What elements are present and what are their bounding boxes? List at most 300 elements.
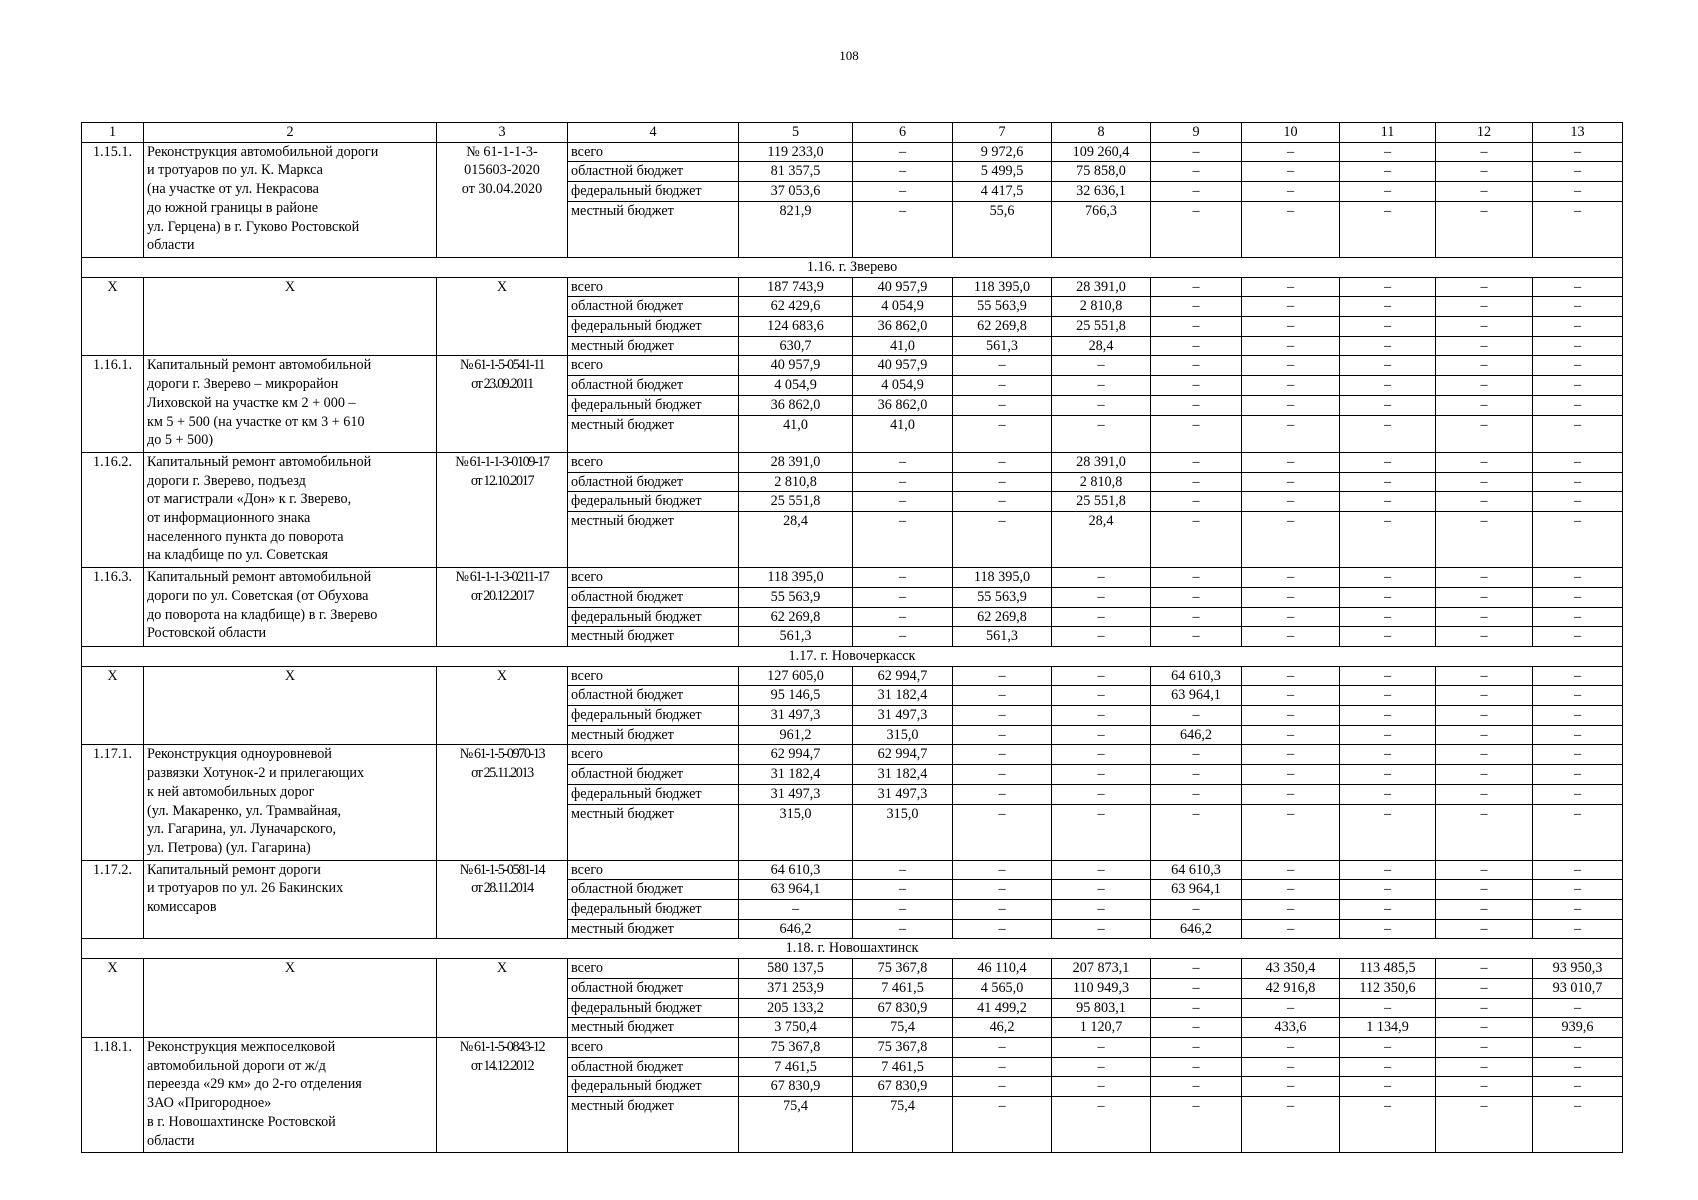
amount-cell: – [1242, 686, 1340, 706]
amount-cell: – [1436, 587, 1533, 607]
amount-cell: 646,2 [1151, 725, 1242, 745]
project-name: Капитальный ремонт автомобильной дороги по ул. Советская (от Обухова до поворота на кладбище) в г. Зверево Ростовской области [144, 568, 437, 647]
amount-cell: 32 636,1 [1052, 182, 1151, 202]
amount-cell: – [1436, 1057, 1533, 1077]
funding-source: областной бюджет [568, 880, 739, 900]
funding-source: всего [568, 860, 739, 880]
amount-cell: – [1436, 277, 1533, 297]
amount-cell: – [853, 492, 953, 512]
funding-source: областной бюджет [568, 297, 739, 317]
document-number: Х [437, 277, 568, 356]
amount-cell: 28 391,0 [739, 452, 853, 472]
funding-source: всего [568, 745, 739, 765]
amount-cell: 7 461,5 [853, 1057, 953, 1077]
amount-cell: – [1242, 142, 1340, 162]
amount-cell: – [1340, 492, 1436, 512]
amount-cell: 31 497,3 [739, 706, 853, 726]
amount-cell: – [1151, 959, 1242, 979]
amount-cell: – [1533, 666, 1623, 686]
amount-cell: 31 497,3 [853, 706, 953, 726]
funding-source: всего [568, 277, 739, 297]
amount-cell: – [1340, 804, 1436, 860]
funding-source: федеральный бюджет [568, 1077, 739, 1097]
table-header-row [82, 123, 1623, 143]
amount-cell: – [953, 472, 1052, 492]
amount-cell: 63 964,1 [1151, 880, 1242, 900]
amount-cell: 40 957,9 [853, 277, 953, 297]
funding-source: областной бюджет [568, 587, 739, 607]
amount-cell: – [853, 162, 953, 182]
amount-cell: 109 260,4 [1052, 142, 1151, 162]
amount-cell: 315,0 [853, 725, 953, 745]
document-number: № 61-1-1-3-0211-17 от 20.12.2017 [437, 568, 568, 647]
amount-cell: 62 429,6 [739, 297, 853, 317]
amount-cell: 939,6 [1533, 1018, 1623, 1038]
amount-cell: – [1052, 1037, 1151, 1057]
amount-cell: – [953, 1057, 1052, 1077]
funding-source: областной бюджет [568, 376, 739, 396]
amount-cell: – [953, 1077, 1052, 1097]
funding-source: областной бюджет [568, 978, 739, 998]
amount-cell: 55 563,9 [739, 587, 853, 607]
amount-cell: – [1436, 201, 1533, 257]
amount-cell: 31 182,4 [853, 765, 953, 785]
amount-cell: 75,4 [853, 1097, 953, 1153]
column-number: 3 [437, 123, 568, 143]
amount-cell: 42 916,8 [1242, 978, 1340, 998]
item-index: 1.16.1. [82, 356, 144, 453]
amount-cell: – [1052, 745, 1151, 765]
amount-cell: – [1340, 182, 1436, 202]
budget-table [81, 122, 1623, 1153]
item-index: Х [82, 277, 144, 356]
amount-cell: – [853, 587, 953, 607]
funding-source: местный бюджет [568, 336, 739, 356]
amount-cell: – [953, 415, 1052, 452]
table-row [82, 745, 1623, 765]
amount-cell: – [1533, 336, 1623, 356]
amount-cell: 2 810,8 [1052, 297, 1151, 317]
amount-cell: 75,4 [739, 1097, 853, 1153]
funding-source: всего [568, 959, 739, 979]
amount-cell: – [1151, 607, 1242, 627]
amount-cell: – [1340, 277, 1436, 297]
amount-cell: – [1242, 784, 1340, 804]
amount-cell: – [953, 860, 1052, 880]
amount-cell: – [1436, 627, 1533, 647]
amount-cell: – [1242, 568, 1340, 588]
amount-cell: 93 010,7 [1533, 978, 1623, 998]
amount-cell: – [1242, 919, 1340, 939]
amount-cell: 315,0 [739, 804, 853, 860]
amount-cell: – [1436, 784, 1533, 804]
funding-source: местный бюджет [568, 919, 739, 939]
table-row [82, 568, 1623, 588]
amount-cell: – [1340, 415, 1436, 452]
amount-cell: – [1242, 607, 1340, 627]
amount-cell: 28,4 [1052, 512, 1151, 568]
document-number: № 61-1-5-0970-13 от 25.11.2013 [437, 745, 568, 860]
amount-cell: – [853, 568, 953, 588]
amount-cell: – [1533, 804, 1623, 860]
funding-source: федеральный бюджет [568, 492, 739, 512]
document-number: Х [437, 666, 568, 745]
amount-cell: – [1436, 804, 1533, 860]
amount-cell: – [1533, 162, 1623, 182]
funding-source: местный бюджет [568, 1018, 739, 1038]
amount-cell: – [1533, 182, 1623, 202]
section-title: 1.16. г. Зверево [82, 257, 1623, 277]
amount-cell: 63 964,1 [1151, 686, 1242, 706]
amount-cell: – [1242, 376, 1340, 396]
amount-cell: – [953, 395, 1052, 415]
amount-cell: – [1340, 725, 1436, 745]
amount-cell: – [1151, 978, 1242, 998]
amount-cell: – [953, 492, 1052, 512]
amount-cell: – [1533, 587, 1623, 607]
amount-cell: – [1340, 1037, 1436, 1057]
amount-cell: – [1052, 725, 1151, 745]
amount-cell: 93 950,3 [1533, 959, 1623, 979]
amount-cell: 75 367,8 [853, 1037, 953, 1057]
section-row [82, 646, 1623, 666]
amount-cell: – [1340, 1097, 1436, 1153]
amount-cell: – [1052, 900, 1151, 920]
amount-cell: 41,0 [739, 415, 853, 452]
amount-cell: – [1052, 666, 1151, 686]
amount-cell: 433,6 [1242, 1018, 1340, 1038]
amount-cell: 118 395,0 [739, 568, 853, 588]
funding-source: всего [568, 356, 739, 376]
amount-cell: – [1340, 627, 1436, 647]
amount-cell: – [1242, 880, 1340, 900]
amount-cell: – [1340, 765, 1436, 785]
amount-cell: – [1436, 376, 1533, 396]
amount-cell: – [1052, 765, 1151, 785]
amount-cell: – [1242, 804, 1340, 860]
amount-cell: – [1436, 317, 1533, 337]
amount-cell: 41 499,2 [953, 998, 1052, 1018]
amount-cell: – [1533, 512, 1623, 568]
amount-cell: – [1052, 607, 1151, 627]
amount-cell: – [1242, 998, 1340, 1018]
amount-cell: – [853, 627, 953, 647]
amount-cell: – [953, 919, 1052, 939]
amount-cell: 62 994,7 [853, 666, 953, 686]
amount-cell: – [1242, 415, 1340, 452]
amount-cell: 630,7 [739, 336, 853, 356]
amount-cell: – [1151, 627, 1242, 647]
amount-cell: 4 417,5 [953, 182, 1052, 202]
amount-cell: – [1436, 336, 1533, 356]
table-row [82, 1037, 1623, 1057]
amount-cell: – [1052, 1077, 1151, 1097]
funding-source: местный бюджет [568, 725, 739, 745]
amount-cell: – [853, 472, 953, 492]
amount-cell: – [1436, 666, 1533, 686]
amount-cell: 64 610,3 [739, 860, 853, 880]
amount-cell: 36 862,0 [853, 395, 953, 415]
funding-source: местный бюджет [568, 415, 739, 452]
amount-cell: – [1052, 568, 1151, 588]
amount-cell: 75 858,0 [1052, 162, 1151, 182]
amount-cell: 207 873,1 [1052, 959, 1151, 979]
amount-cell: – [853, 607, 953, 627]
column-number: 2 [144, 123, 437, 143]
amount-cell: – [1052, 686, 1151, 706]
amount-cell: – [1533, 1077, 1623, 1097]
amount-cell: – [1151, 356, 1242, 376]
amount-cell: – [953, 1037, 1052, 1057]
amount-cell: 580 137,5 [739, 959, 853, 979]
amount-cell: 55 563,9 [953, 297, 1052, 317]
amount-cell: – [1436, 162, 1533, 182]
amount-cell: – [953, 376, 1052, 396]
funding-source: областной бюджет [568, 686, 739, 706]
funding-source: федеральный бюджет [568, 395, 739, 415]
amount-cell: – [1340, 607, 1436, 627]
amount-cell: – [853, 201, 953, 257]
amount-cell: 28 391,0 [1052, 452, 1151, 472]
column-number: 8 [1052, 123, 1151, 143]
amount-cell: – [1436, 765, 1533, 785]
amount-cell: 95 146,5 [739, 686, 853, 706]
project-name: Реконструкция межпоселковой автомобильной дороги от ж/д переезда «29 км» до 2-го отделения ЗАО «Пригородное» в г. Новошахтинске Ростовской области [144, 1037, 437, 1152]
document-number: № 61-1-5-0581-14 от 28.11.2014 [437, 860, 568, 939]
amount-cell: – [1340, 317, 1436, 337]
funding-source: всего [568, 142, 739, 162]
amount-cell: – [1340, 745, 1436, 765]
amount-cell: – [953, 804, 1052, 860]
amount-cell: 561,3 [739, 627, 853, 647]
amount-cell: 67 830,9 [853, 1077, 953, 1097]
amount-cell: – [853, 860, 953, 880]
amount-cell: – [1242, 745, 1340, 765]
project-name: Капитальный ремонт автомобильной дороги г. Зверево – микрорайон Лиховской на участке км 2 + 000 – км 5 + 500 (на участке от км 3 + 610 до 5 + 500) [144, 356, 437, 453]
funding-source: местный бюджет [568, 1097, 739, 1153]
amount-cell: – [1533, 415, 1623, 452]
amount-cell: – [853, 900, 953, 920]
amount-cell: – [1151, 1037, 1242, 1057]
amount-cell: 36 862,0 [739, 395, 853, 415]
amount-cell: – [1242, 452, 1340, 472]
amount-cell: 124 683,6 [739, 317, 853, 337]
item-index: 1.16.2. [82, 452, 144, 567]
amount-cell: – [1533, 745, 1623, 765]
amount-cell: – [1151, 804, 1242, 860]
amount-cell: – [1340, 860, 1436, 880]
amount-cell: – [1436, 607, 1533, 627]
column-number: 13 [1533, 123, 1623, 143]
amount-cell: – [1436, 745, 1533, 765]
amount-cell: – [953, 512, 1052, 568]
amount-cell: – [1340, 686, 1436, 706]
amount-cell: – [1340, 395, 1436, 415]
amount-cell: – [1151, 1018, 1242, 1038]
table-row [82, 452, 1623, 472]
amount-cell: – [1242, 182, 1340, 202]
funding-source: всего [568, 1037, 739, 1057]
document-number: № 61-1-5-0843-12 от 14.12.2012 [437, 1037, 568, 1152]
amount-cell: – [1242, 317, 1340, 337]
amount-cell: 7 461,5 [853, 978, 953, 998]
amount-cell: 1 120,7 [1052, 1018, 1151, 1038]
funding-source: федеральный бюджет [568, 706, 739, 726]
section-title: 1.18. г. Новошахтинск [82, 939, 1623, 959]
amount-cell: – [1151, 376, 1242, 396]
amount-cell: – [1052, 415, 1151, 452]
amount-cell: – [1436, 1037, 1533, 1057]
amount-cell: – [1242, 336, 1340, 356]
amount-cell: – [1533, 1057, 1623, 1077]
amount-cell: – [1436, 706, 1533, 726]
amount-cell: – [1533, 452, 1623, 472]
project-name: Капитальный ремонт дороги и тротуаров по ул. 26 Бакинских комиссаров [144, 860, 437, 939]
amount-cell: – [853, 880, 953, 900]
amount-cell: – [1533, 765, 1623, 785]
amount-cell: – [1533, 142, 1623, 162]
item-index: 1.17.1. [82, 745, 144, 860]
amount-cell: 118 395,0 [953, 277, 1052, 297]
amount-cell: 646,2 [739, 919, 853, 939]
amount-cell: – [1533, 376, 1623, 396]
amount-cell: 95 803,1 [1052, 998, 1151, 1018]
section-title: 1.17. г. Новочеркасск [82, 646, 1623, 666]
amount-cell: – [1533, 317, 1623, 337]
amount-cell: – [1242, 472, 1340, 492]
amount-cell: – [1052, 880, 1151, 900]
project-name: Реконструкция автомобильной дороги и тротуаров по ул. К. Маркса (на участке от ул. Некрасова до южной границы в районе ул. Герцена) в г. Гуково Ростовской области [144, 142, 437, 257]
amount-cell: – [1052, 627, 1151, 647]
amount-cell: 28 391,0 [1052, 277, 1151, 297]
amount-cell: 4 565,0 [953, 978, 1052, 998]
amount-cell: 1 134,9 [1340, 1018, 1436, 1038]
amount-cell: – [1242, 512, 1340, 568]
amount-cell: – [1151, 568, 1242, 588]
amount-cell: 62 994,7 [739, 745, 853, 765]
amount-cell: – [1533, 297, 1623, 317]
amount-cell: – [1151, 277, 1242, 297]
amount-cell: 7 461,5 [739, 1057, 853, 1077]
funding-source: местный бюджет [568, 627, 739, 647]
amount-cell: 43 350,4 [1242, 959, 1340, 979]
funding-source: областной бюджет [568, 1057, 739, 1077]
amount-cell: – [1242, 1037, 1340, 1057]
funding-source: федеральный бюджет [568, 900, 739, 920]
amount-cell: – [1151, 765, 1242, 785]
amount-cell: – [953, 900, 1052, 920]
amount-cell: 62 269,8 [953, 607, 1052, 627]
amount-cell: – [1436, 568, 1533, 588]
amount-cell: – [1242, 1057, 1340, 1077]
amount-cell: 25 551,8 [1052, 317, 1151, 337]
amount-cell: 67 830,9 [739, 1077, 853, 1097]
column-number: 1 [82, 123, 144, 143]
amount-cell: – [1151, 336, 1242, 356]
amount-cell: – [1436, 492, 1533, 512]
funding-source: всего [568, 666, 739, 686]
amount-cell: 55 563,9 [953, 587, 1052, 607]
amount-cell: – [1436, 1077, 1533, 1097]
amount-cell: – [1533, 1037, 1623, 1057]
funding-source: областной бюджет [568, 472, 739, 492]
amount-cell: – [1436, 959, 1533, 979]
project-name: Х [144, 666, 437, 745]
amount-cell: – [1052, 919, 1151, 939]
funding-source: местный бюджет [568, 804, 739, 860]
amount-cell: – [1436, 998, 1533, 1018]
amount-cell: – [1052, 1057, 1151, 1077]
table-row [82, 959, 1623, 979]
amount-cell: 646,2 [1151, 919, 1242, 939]
column-number: 11 [1340, 123, 1436, 143]
funding-source: федеральный бюджет [568, 317, 739, 337]
funding-source: федеральный бюджет [568, 784, 739, 804]
amount-cell: 64 610,3 [1151, 666, 1242, 686]
amount-cell: 119 233,0 [739, 142, 853, 162]
amount-cell: – [1052, 706, 1151, 726]
table-row [82, 666, 1623, 686]
amount-cell: 5 499,5 [953, 162, 1052, 182]
amount-cell: – [853, 512, 953, 568]
amount-cell: – [1242, 297, 1340, 317]
amount-cell: – [1533, 725, 1623, 745]
amount-cell: – [1436, 395, 1533, 415]
amount-cell: – [1242, 277, 1340, 297]
amount-cell: – [1533, 706, 1623, 726]
amount-cell: – [1533, 900, 1623, 920]
amount-cell: – [1052, 860, 1151, 880]
amount-cell: – [1242, 395, 1340, 415]
document-number: № 61-1-1-3-0109-17 от 12.10.2017 [437, 452, 568, 567]
amount-cell: – [1052, 587, 1151, 607]
amount-cell: – [1340, 142, 1436, 162]
amount-cell: – [1436, 1018, 1533, 1038]
amount-cell: – [1151, 1097, 1242, 1153]
item-index: 1.17.2. [82, 860, 144, 939]
amount-cell: – [1436, 900, 1533, 920]
amount-cell: 25 551,8 [739, 492, 853, 512]
amount-cell: 4 054,9 [853, 297, 953, 317]
funding-source: местный бюджет [568, 201, 739, 257]
amount-cell: – [1340, 900, 1436, 920]
amount-cell: – [1436, 182, 1533, 202]
amount-cell: – [1340, 666, 1436, 686]
amount-cell: 41,0 [853, 336, 953, 356]
amount-cell: 4 054,9 [739, 376, 853, 396]
amount-cell: – [1151, 512, 1242, 568]
amount-cell: – [1340, 919, 1436, 939]
amount-cell: – [1533, 919, 1623, 939]
amount-cell: 64 610,3 [1151, 860, 1242, 880]
amount-cell: – [1340, 880, 1436, 900]
amount-cell: 75 367,8 [739, 1037, 853, 1057]
amount-cell: – [1242, 587, 1340, 607]
amount-cell: – [1242, 627, 1340, 647]
amount-cell: – [1436, 472, 1533, 492]
amount-cell: – [1436, 452, 1533, 472]
amount-cell: – [953, 765, 1052, 785]
amount-cell: – [1533, 568, 1623, 588]
project-name: Реконструкция одноуровневой развязки Хотунок-2 и прилегающих к ней автомобильных дорог (ул. Макаренко, ул. Трамвайная, ул. Гагарина, ул. Луначарского, ул. Петрова) (ул. Гагарина) [144, 745, 437, 860]
amount-cell: – [1436, 142, 1533, 162]
document-number: № 61-1-1-3- 015603-2020 от 30.04.2020 [437, 142, 568, 257]
column-number: 10 [1242, 123, 1340, 143]
amount-cell: – [1052, 356, 1151, 376]
amount-cell: – [1533, 860, 1623, 880]
amount-cell: – [1533, 686, 1623, 706]
amount-cell: – [1340, 336, 1436, 356]
